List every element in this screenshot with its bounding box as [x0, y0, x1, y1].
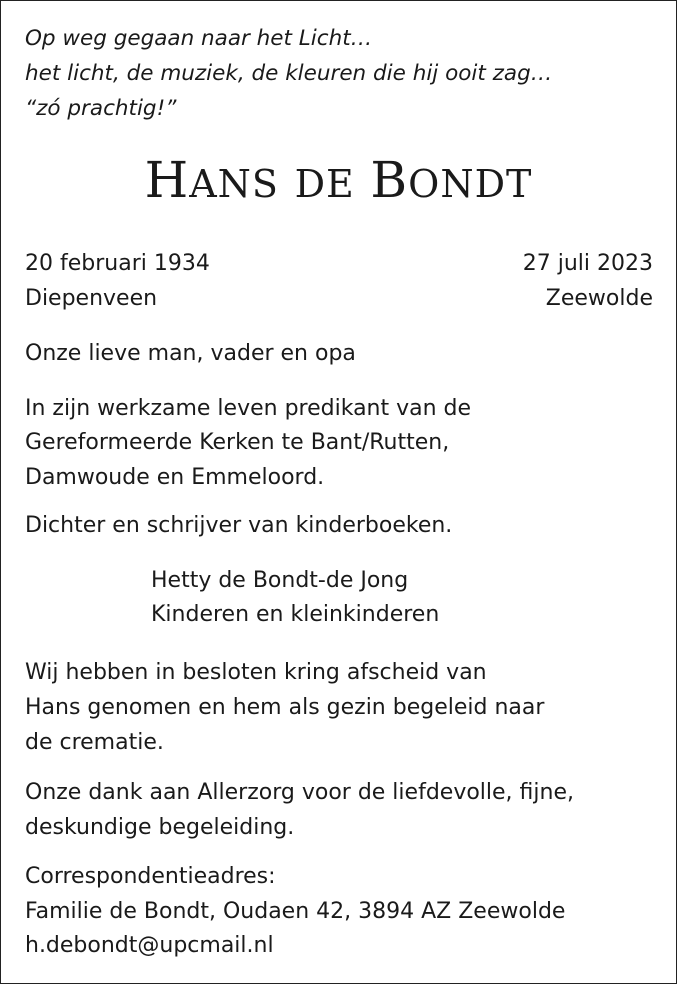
deceased-name [0, 151, 677, 209]
quote-line-3: “zó prachtig!” [25, 96, 177, 121]
name-initial-b: B [370, 151, 409, 209]
death-place: Zeewolde [545, 286, 653, 311]
career-line-2: Gereformeerde Kerken te Bant/Rutten, [25, 430, 450, 455]
name-initial-h: H [144, 151, 190, 209]
signatory-line-2: Kinderen en kleinkinderen [151, 602, 440, 627]
farewell-line-3: de crematie. [25, 730, 164, 755]
name-rest-ondt: ONDT [408, 162, 533, 206]
correspondence-email: h.debondt@upcmail.nl [25, 933, 274, 958]
death-date: 27 juli 2023 [522, 251, 653, 276]
quote-line-1: Op weg gegaan naar het Licht… [25, 26, 373, 51]
thanks-line-2: deskundige begeleiding. [25, 815, 295, 840]
poet-text: Dichter en schrijver van kinderboeken. [25, 513, 453, 538]
intro-text: Onze lieve man, vader en opa [25, 341, 356, 366]
birth-date: 20 februari 1934 [25, 251, 210, 276]
thanks-line-1: Onze dank aan Allerzorg voor de liefdevolle, fijne, [25, 780, 574, 805]
career-line-1: In zijn werkzame leven predikant van de [25, 396, 472, 421]
correspondence-label: Correspondentieadres: [25, 864, 276, 889]
farewell-line-1: Wij hebben in besloten kring afscheid van [25, 660, 487, 685]
correspondence-address: Familie de Bondt, Oudaen 42, 3894 AZ Zeewolde [25, 899, 566, 924]
name-particle-de: DE [294, 162, 355, 206]
quote-line-2: het licht, de muziek, de kleuren die hij ooit zag… [25, 61, 553, 86]
birth-place: Diepenveen [25, 286, 158, 311]
signatory-line-1: Hetty de Bondt-de Jong [151, 568, 409, 593]
career-line-3: Damwoude en Emmeloord. [25, 465, 325, 490]
name-rest-ans: ANS [189, 162, 279, 206]
farewell-line-2: Hans genomen en hem als gezin begeleid naar [25, 695, 545, 720]
